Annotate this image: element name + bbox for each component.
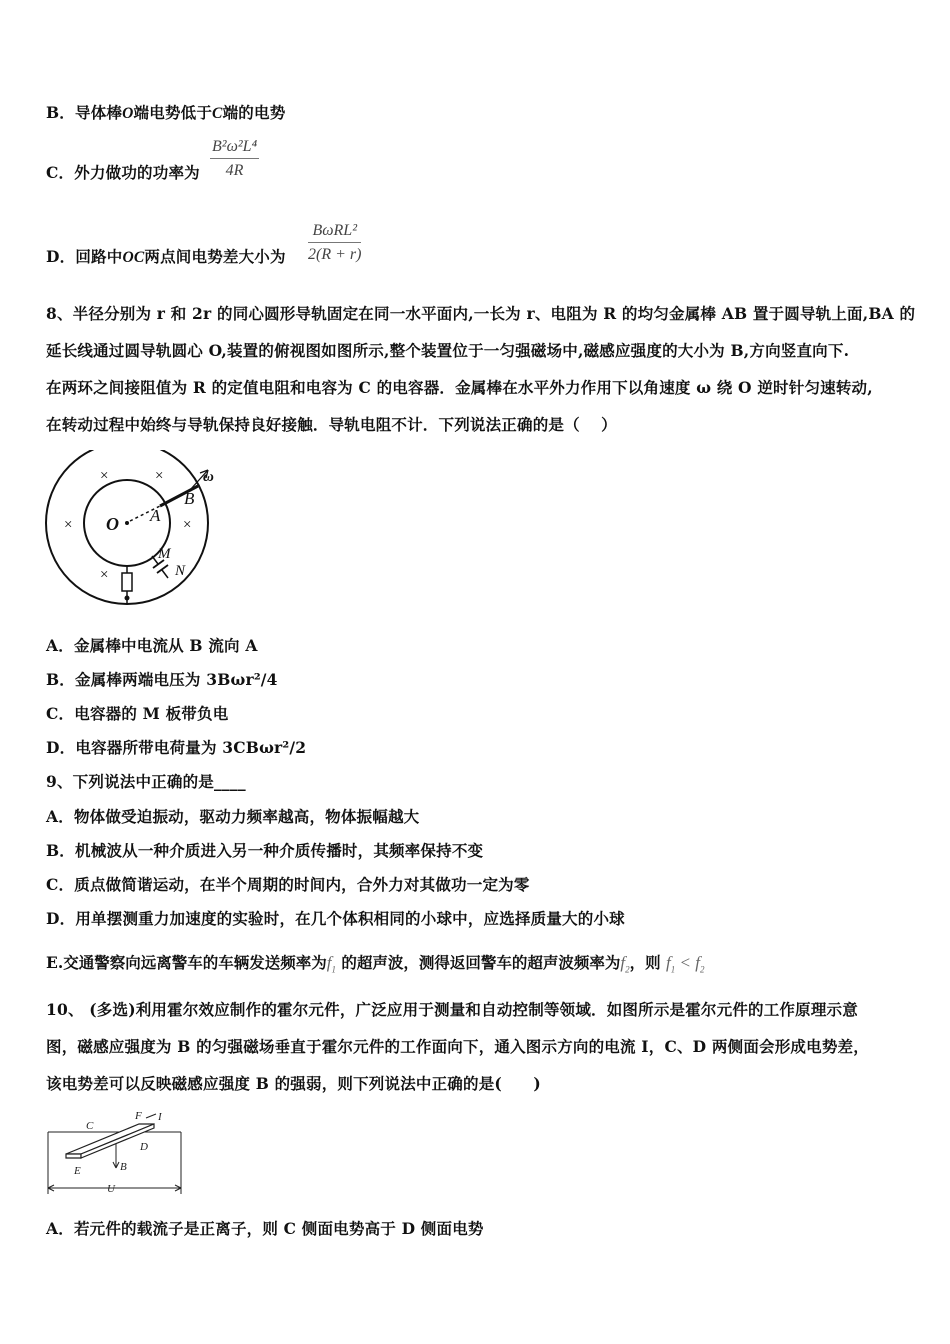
field-cross: ×: [64, 517, 73, 533]
label-b: B: [184, 489, 195, 508]
label-c: C: [86, 1120, 94, 1132]
q8-ring-diagram: [40, 450, 230, 610]
label-m: M: [158, 546, 171, 562]
q9-option-b: B．机械波从一种介质进入另一种介质传播时，其频率保持不变: [46, 841, 484, 860]
q9-option-a: A．物体做受迫振动，驱动力频率越高，物体振幅越大: [46, 807, 420, 826]
q7-option-c-formula: $\frac{\text{B²ω²L⁴}}{4R}$: [212, 138, 258, 179]
label-e: E: [74, 1165, 81, 1177]
hall-element-diagram: [44, 1108, 189, 1198]
q10-option-a: A．若元件的载流子是正离子，则 C 侧面电势高于 D 侧面电势: [46, 1219, 484, 1238]
inequality: $f_1 < f_2$: [666, 953, 705, 975]
label-i: I: [158, 1111, 162, 1123]
hall-plate-front: [66, 1154, 81, 1158]
q7-option-b: B．导体棒O端电势低于C端的电势: [46, 103, 286, 122]
field-cross: ×: [183, 517, 192, 533]
q8-option-c: C．电容器的 M 板带负电: [46, 704, 229, 723]
junction-dot: [125, 596, 130, 601]
current-arrow: [146, 1114, 156, 1118]
q9-option-d: D．用单摆测重力加速度的实验时，在几个体积相同的小球中，应选择质量大的小球: [46, 909, 625, 928]
label-f: F: [135, 1110, 142, 1122]
symbol-f1: $f_1$: [326, 953, 336, 975]
q8-option-b: B．金属棒两端电压为 3Bωr²/4: [46, 670, 278, 689]
label-o: O: [106, 514, 119, 534]
label-omega: ω: [203, 469, 214, 485]
q9-option-e: E.交通警察向远离警车的车辆发送频率为$f_1$ 的超声波，测得返回警车的超声波频率为$f_2$，则 $f_1 < f_2$: [46, 953, 705, 975]
q9-option-c: C．质点做简谐运动，在半个周期的时间内，合外力对其做功一定为零: [46, 875, 530, 894]
q8-option-a: A．金属棒中电流从 B 流向 A: [46, 636, 258, 655]
field-cross: ×: [100, 468, 109, 484]
label-n: N: [175, 563, 186, 579]
label-a: A: [150, 506, 161, 525]
q7-option-d-formula: BωRL² 2(R + r): [308, 222, 362, 263]
q10-stem: 10、 (多选)利用霍尔效应制作的霍尔元件，广泛应用于测量和自动控制等领域．如图所示是霍尔元件的工作原理示意 图，磁感应强度为 B 的匀强磁场垂直于霍尔元件的工作面向下，通入图示方向的电流 I，C、D 两侧面会形成电势差， 该电势差可以反映磁感应强度 B 的强弱，则下列说法中正确的是( ): [46, 1000, 869, 1093]
field-cross: ×: [155, 468, 164, 484]
symbol-f2: $f_2$: [620, 953, 630, 975]
resistor: [122, 573, 132, 591]
label-b: B: [120, 1161, 127, 1173]
q9-stem: 9、下列说法中正确的是____: [46, 772, 246, 791]
label-u: U: [107, 1183, 115, 1195]
center-dot: [125, 521, 129, 525]
q8-stem: 8、半径分别为 r 和 2r 的同心圆形导轨固定在同一水平面内,一长为 r、电阻为 R 的均匀金属棒 AB 置于圆导轨上面,BA 的 延长线通过圆导轨圆心 O,装置的俯视图如图所示,整个装置位于一匀强磁场中,磁感应强度的大小为 B,方向竖直向下. 在两环之间接阻值为 R 的定值电阻和电容为 C 的电容器．金属棒在水平外力作用下以角速度 ω 绕 O 逆时针匀速转动, 在转动过程中始终与导轨保持良好接触．导轨电阻不计．下列说法正确的是（ ）: [46, 304, 916, 434]
capacitor-lead-2: [162, 570, 168, 578]
q8-option-d: D．电容器所带电荷量为 3CBωr²/2: [46, 738, 307, 757]
q7-option-c: C．外力做功的功率为: [46, 163, 200, 182]
label-d: D: [140, 1141, 148, 1153]
q7-option-d: D．回路中OC两点间电势差大小为: [46, 247, 286, 266]
field-cross: ×: [100, 567, 109, 583]
